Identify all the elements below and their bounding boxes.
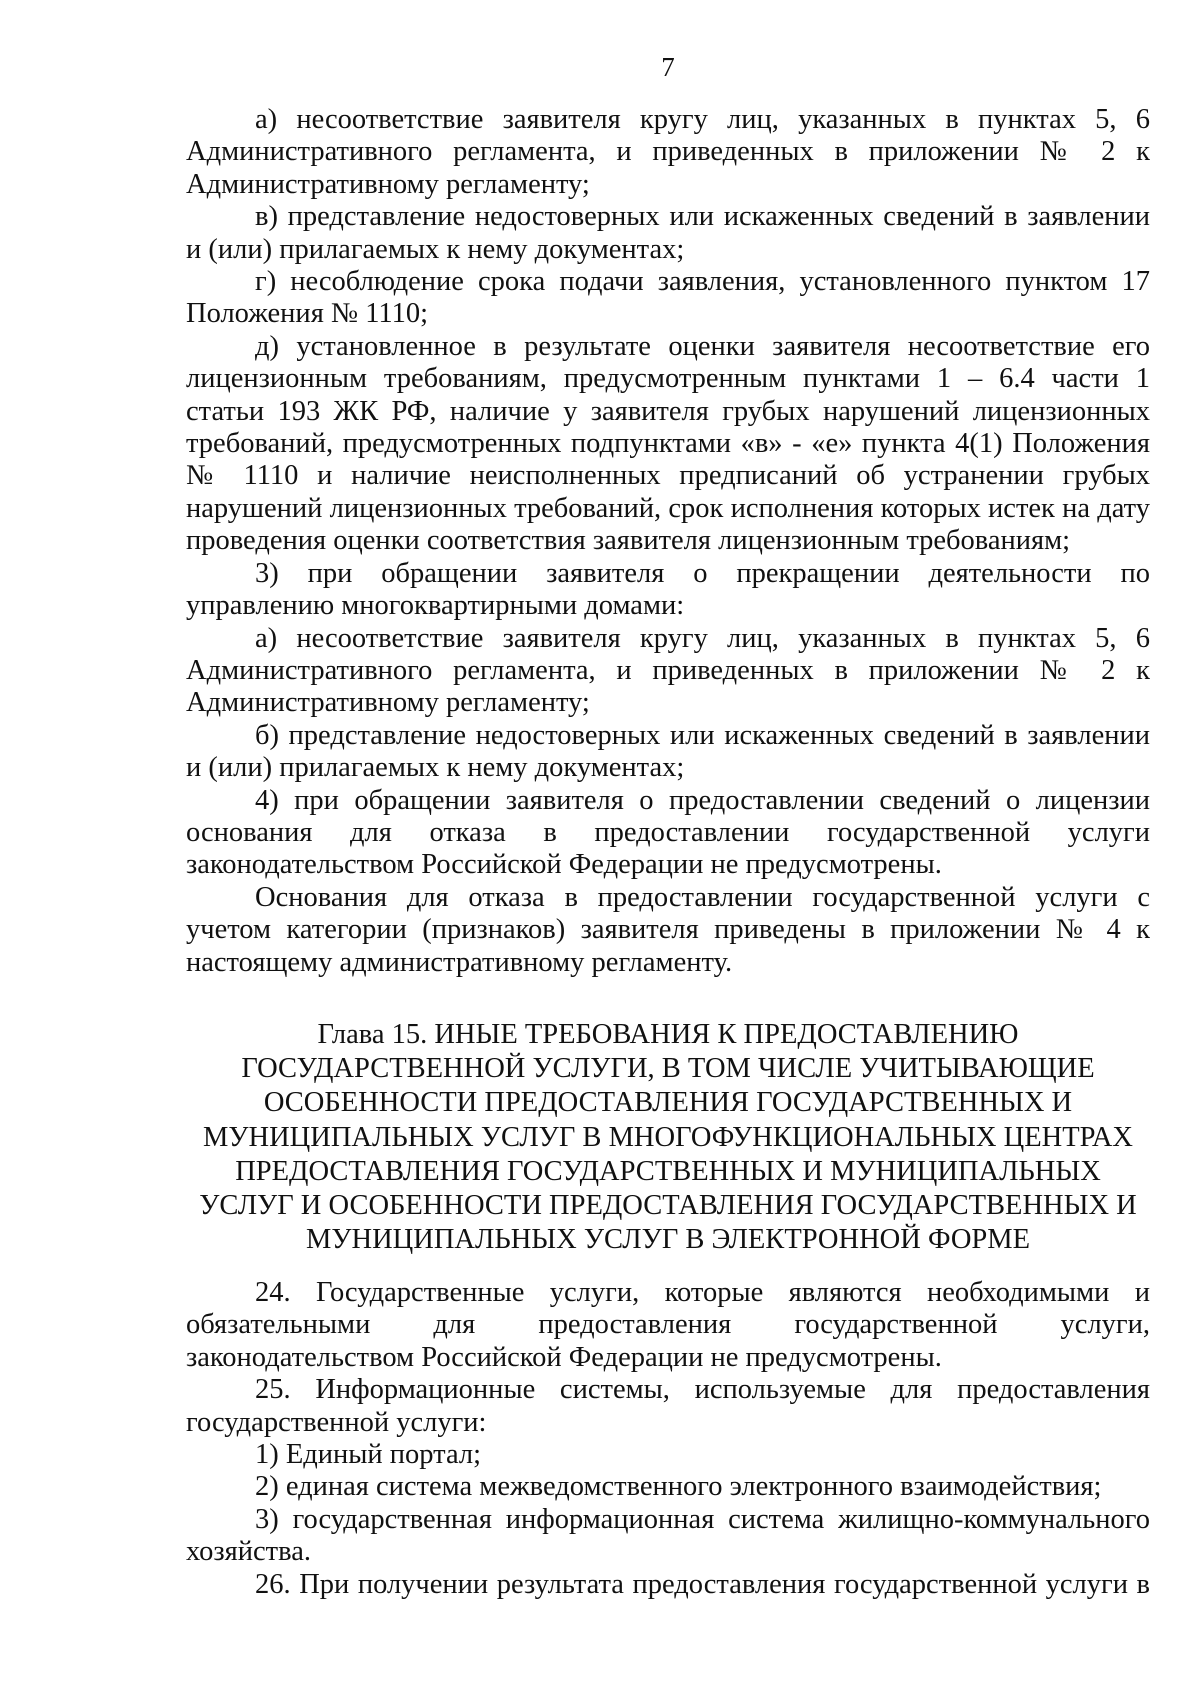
chapter-heading-line: ПРЕДОСТАВЛЕНИЯ ГОСУДАРСТВЕННЫХ И МУНИЦИПАЛЬНЫХ bbox=[235, 1155, 1101, 1187]
paragraph: а) несоответствие заявителя кругу лиц, указанных в пунктах 5, 6 Административного регламента, и приведенных в приложении № 2 к Административному регламенту; bbox=[186, 104, 1150, 200]
paragraph: 3) при обращении заявителя о прекращении деятельности по управлению многоквартирными домами: bbox=[186, 557, 1150, 622]
chapter-heading-line: МУНИЦИПАЛЬНЫХ УСЛУГ В ЭЛЕКТРОННОЙ ФОРМЕ bbox=[305, 1224, 1031, 1256]
grounds-for-refusal-text bbox=[186, 104, 1150, 979]
paragraph: б) представление недостоверных или искаженных сведений в заявлении и (или) прилагаемых к нему документах; bbox=[186, 719, 1150, 784]
paragraph: 2) единая система межведомственного электронного взаимодействия; bbox=[255, 1471, 1102, 1503]
chapter-heading-line: МУНИЦИПАЛЬНЫХ УСЛУГ В МНОГОФУНКЦИОНАЛЬНЫХ ЦЕНТРАХ bbox=[203, 1121, 1133, 1153]
page-number: 7 bbox=[661, 52, 675, 82]
paragraph: 3) государственная информационная система жилищно-коммунального хозяйства. bbox=[186, 1503, 1150, 1568]
chapter-heading-line: ОСОБЕННОСТИ ПРЕДОСТАВЛЕНИЯ ГОСУДАРСТВЕННЫХ И bbox=[263, 1087, 1073, 1119]
paragraph: г) несоблюдение срока подачи заявления, установленного пунктом 17 Положения № 1110; bbox=[186, 266, 1150, 330]
paragraph: в) представление недостоверных или искаженных сведений в заявлении и (или) прилагаемых к нему документах; bbox=[186, 201, 1150, 265]
paragraph: 4) при обращении заявителя о предоставлении сведений о лицензии основания для отказа в предоставлении государственной услуги законодательством Российской Федерации не предусмотрены. bbox=[186, 784, 1150, 881]
other-requirements-text bbox=[186, 1277, 1150, 1601]
paragraph: 25. Информационные системы, используемые для предоставления государственной услуги: bbox=[186, 1374, 1150, 1438]
paragraph: а) несоответствие заявителя кругу лиц, указанных в пунктах 5, 6 Административного регламента, и приведенных в приложении № 2 к Административному регламенту; bbox=[186, 622, 1150, 719]
paragraph: 26. При получении результата предоставления государственной услуги в bbox=[255, 1568, 1150, 1600]
paragraph: Основания для отказа в предоставлении государственной услуги с учетом категории (признаков) заявителя приведены в приложении № 4 к настоящему административному регламенту. bbox=[186, 881, 1150, 978]
paragraph: 24. Государственные услуги, которые являются необходимыми и обязательными для предоставления государственной услуги, законодательством Российской Федерации не предусмотрены. bbox=[186, 1277, 1150, 1373]
chapter-heading-line: ГОСУДАРСТВЕННОЙ УСЛУГИ, В ТОМ ЧИСЛЕ УЧИТЫВАЮЩИЕ bbox=[241, 1053, 1095, 1085]
chapter-heading bbox=[186, 1018, 1150, 1257]
chapter-heading-line: УСЛУГ И ОСОБЕННОСТИ ПРЕДОСТАВЛЕНИЯ ГОСУДАРСТВЕННЫХ И bbox=[199, 1190, 1137, 1222]
chapter-heading-line: Глава 15. ИНЫЕ ТРЕБОВАНИЯ К ПРЕДОСТАВЛЕНИЮ bbox=[317, 1019, 1019, 1050]
paragraph: 1) Единый портал; bbox=[255, 1439, 482, 1471]
paragraph: д) установленное в результате оценки заявителя несоответствие его лицензионным требованиям, предусмотренным пунктами 1 – 6.4 части 1 статьи 193 ЖК РФ, наличие у заявителя грубых нарушений лицензионных требований, предусмотренных подпунктами «в» - «е» пункта 4(1) Положения № 1110 и наличие неисполненных предписаний об устранении грубых нарушений лицензионных требований, срок исполнения которых истек на дату проведения оценки соответствия заявителя лицензионным требованиям; bbox=[186, 330, 1150, 557]
